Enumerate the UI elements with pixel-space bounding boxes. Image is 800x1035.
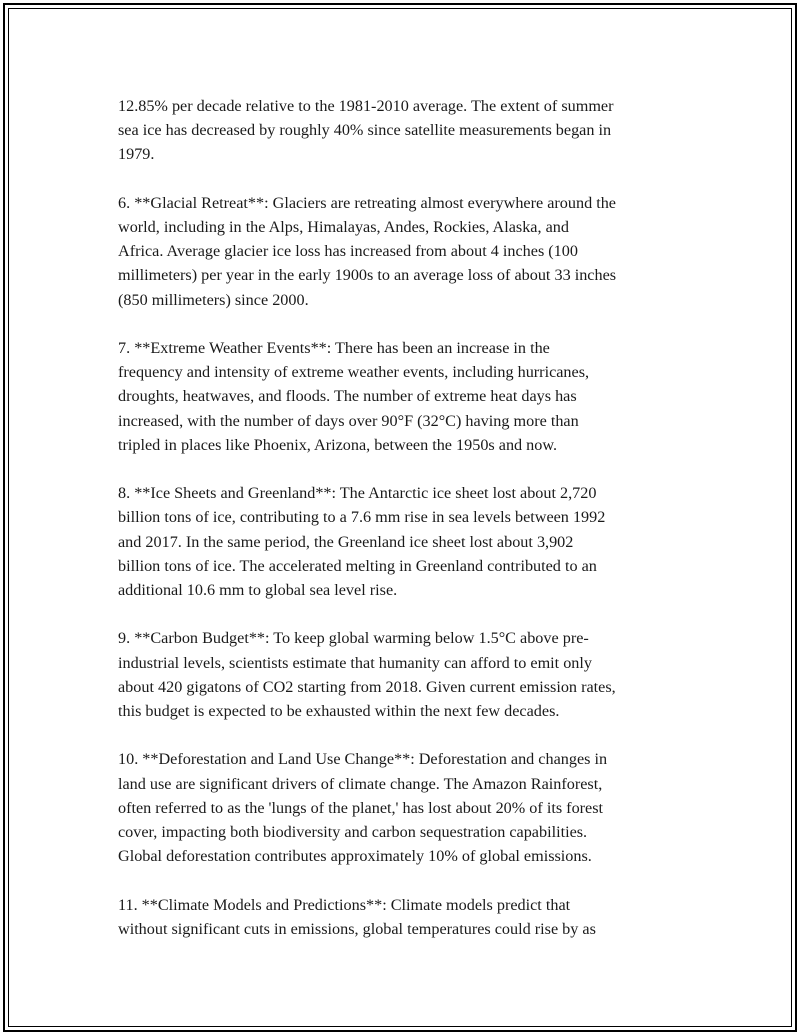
- text-line: frequency and intensity of extreme weather events, including hurricanes,: [118, 363, 590, 382]
- text-line: Global deforestation contributes approximately 10% of global emissions.: [118, 847, 592, 866]
- text-line: land use are significant drivers of climate change. The Amazon Rainforest,: [118, 774, 603, 793]
- text-line: billion tons of ice, contributing to a 7.6 mm rise in sea levels between 1992: [118, 508, 606, 527]
- text-line: increased, with the number of days over 90°F (32°C) having more than: [118, 411, 579, 430]
- text-line: millimeters) per year in the early 1900s to an average loss of about 33 inches: [118, 266, 617, 285]
- paragraph: [118, 893, 693, 941]
- text-line: cover, impacting both biodiversity and carbon sequestration capabilities.: [118, 823, 588, 842]
- text-line: billion tons of ice. The accelerated melting in Greenland contributed to an: [118, 556, 597, 575]
- paragraph: [118, 747, 693, 868]
- text-line: often referred to as the 'lungs of the planet,' has lost about 20% of its forest: [118, 798, 604, 817]
- text-line: 9. **Carbon Budget**: To keep global warming below 1.5°C above pre-: [118, 629, 589, 648]
- text-line: tripled in places like Phoenix, Arizona, between the 1950s and now.: [118, 435, 558, 454]
- text-line: this budget is expected to be exhausted within the next few decades.: [118, 702, 560, 721]
- text-line: and 2017. In the same period, the Greenland ice sheet lost about 3,902: [118, 532, 574, 551]
- text-line: 10. **Deforestation and Land Use Change**: Deforestation and changes in: [118, 750, 608, 769]
- text-line: Africa. Average glacier ice loss has increased from about 4 inches (100: [118, 242, 578, 261]
- text-line: industrial levels, scientists estimate that humanity can afford to emit only: [118, 653, 592, 672]
- text-line: sea ice has decreased by roughly 40% since satellite measurements began in: [118, 121, 612, 140]
- text-line: additional 10.6 mm to global sea level rise.: [118, 581, 398, 600]
- text-line: 11. **Climate Models and Predictions**: Climate models predict that: [118, 895, 571, 914]
- paragraph: [118, 191, 693, 312]
- text-line: (850 millimeters) since 2000.: [118, 290, 309, 309]
- text-line: 12.85% per decade relative to the 1981-2010 average. The extent of summer: [118, 97, 614, 115]
- document-body: [118, 94, 693, 965]
- text-line: 7. **Extreme Weather Events**: There has been an increase in the: [118, 339, 550, 357]
- text-line: droughts, heatwaves, and floods. The number of extreme heat days has: [118, 387, 577, 406]
- text-line: world, including in the Alps, Himalayas, Andes, Rockies, Alaska, and: [118, 218, 569, 236]
- paragraph: [118, 626, 693, 723]
- text-line: about 420 gigatons of CO2 starting from 2018. Given current emission rates,: [118, 677, 616, 696]
- text-line: 6. **Glacial Retreat**: Glaciers are retreating almost everywhere around the: [118, 193, 616, 212]
- text-line: 1979.: [118, 145, 155, 164]
- paragraph: [118, 94, 693, 167]
- text-line: 8. **Ice Sheets and Greenland**: The Antarctic ice sheet lost about 2,720: [118, 484, 597, 503]
- paragraph: [118, 481, 693, 602]
- text-line: without significant cuts in emissions, global temperatures could rise by as: [118, 919, 596, 938]
- paragraph: [118, 336, 693, 457]
